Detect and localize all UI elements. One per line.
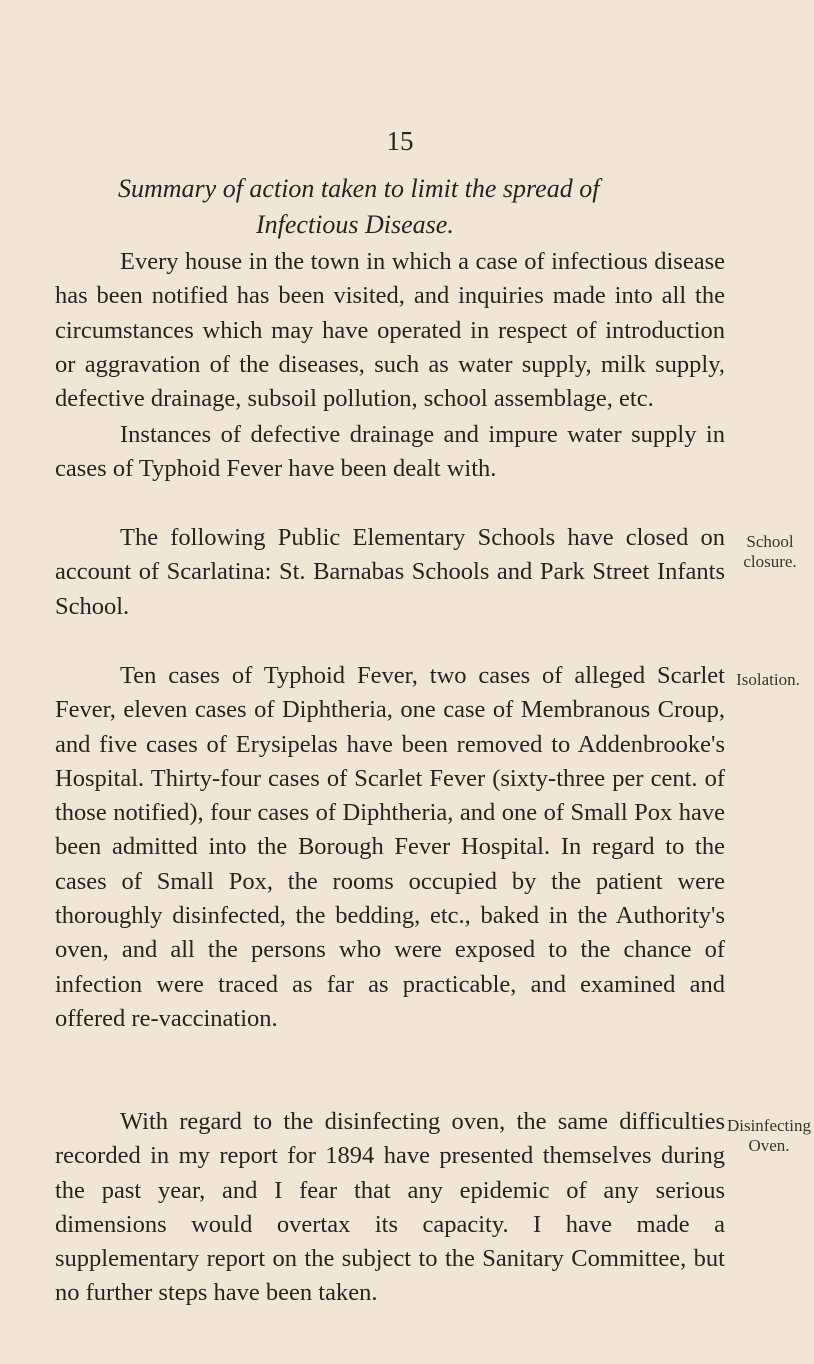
margin-note-disinfecting-oven — [724, 1116, 814, 1156]
heading-line-2: Infectious Disease. — [256, 210, 454, 239]
paragraph-isolation: Ten cases of Typhoid Fever, two cases of alleged Scarlet Fever, eleven cases of Diphtheria, one case of Membranous Croup, and five cases of Erysipelas have been removed to Addenbrooke's Hospital. Thirty-four cases of Scarlet Fever (sixty-three per cent. of those notified), four cases of Diphtheria, and one of Small Pox have been admitted into the Borough Fever Hospital. In regard to the cases of Small Pox, the rooms occupied by the patient were thoroughly disinfected, the bedding, etc., baked in the Authority's oven, and all the persons who were exposed to the chance of infection were traced as far as practicable, and examined and offered re-vaccination. — [55, 662, 725, 1032]
margin-note-line: Isolation. — [736, 670, 800, 689]
section-heading — [118, 171, 658, 243]
heading-line-1: Summary of action taken to limit the spread of — [118, 174, 600, 203]
margin-note-line: Disinfecting — [726, 1116, 812, 1135]
margin-note-line: closure. — [743, 552, 797, 571]
paragraph-defective-drainage: Instances of defective drainage and impure water supply in cases of Typhoid Fever have been dealt with. — [55, 421, 725, 483]
paragraph-house-visits: Every house in the town in which a case of infectious disease has been notified has been visited, and inquiries made into all the circumstances which may have operated in respect of introduction or aggravation of the diseases, such as water supply, milk supply, defective drainage, subsoil pollution, school assemblage, etc. — [55, 248, 725, 413]
margin-note-line: Oven. — [748, 1136, 790, 1155]
page-number: 15 — [386, 126, 414, 156]
paragraph-disinfecting-oven: With regard to the disinfecting oven, the same difficulties recorded in my report for 1894 have presented themselves during the past year, and I fear that any epidemic of any serious dimensions would overtax its capacity. I have made a supplementary report on the subject to the Sanitary Committee, but no further steps have been taken. — [55, 1108, 725, 1307]
margin-note-isolation — [728, 670, 808, 690]
paragraph-school-closure: The following Public Elementary Schools have closed on account of Scarlatina: St. Barnabas Schools and Park Street Infants School. — [55, 524, 725, 620]
margin-note-line: School — [746, 532, 794, 551]
margin-note-school-closure — [738, 532, 802, 572]
